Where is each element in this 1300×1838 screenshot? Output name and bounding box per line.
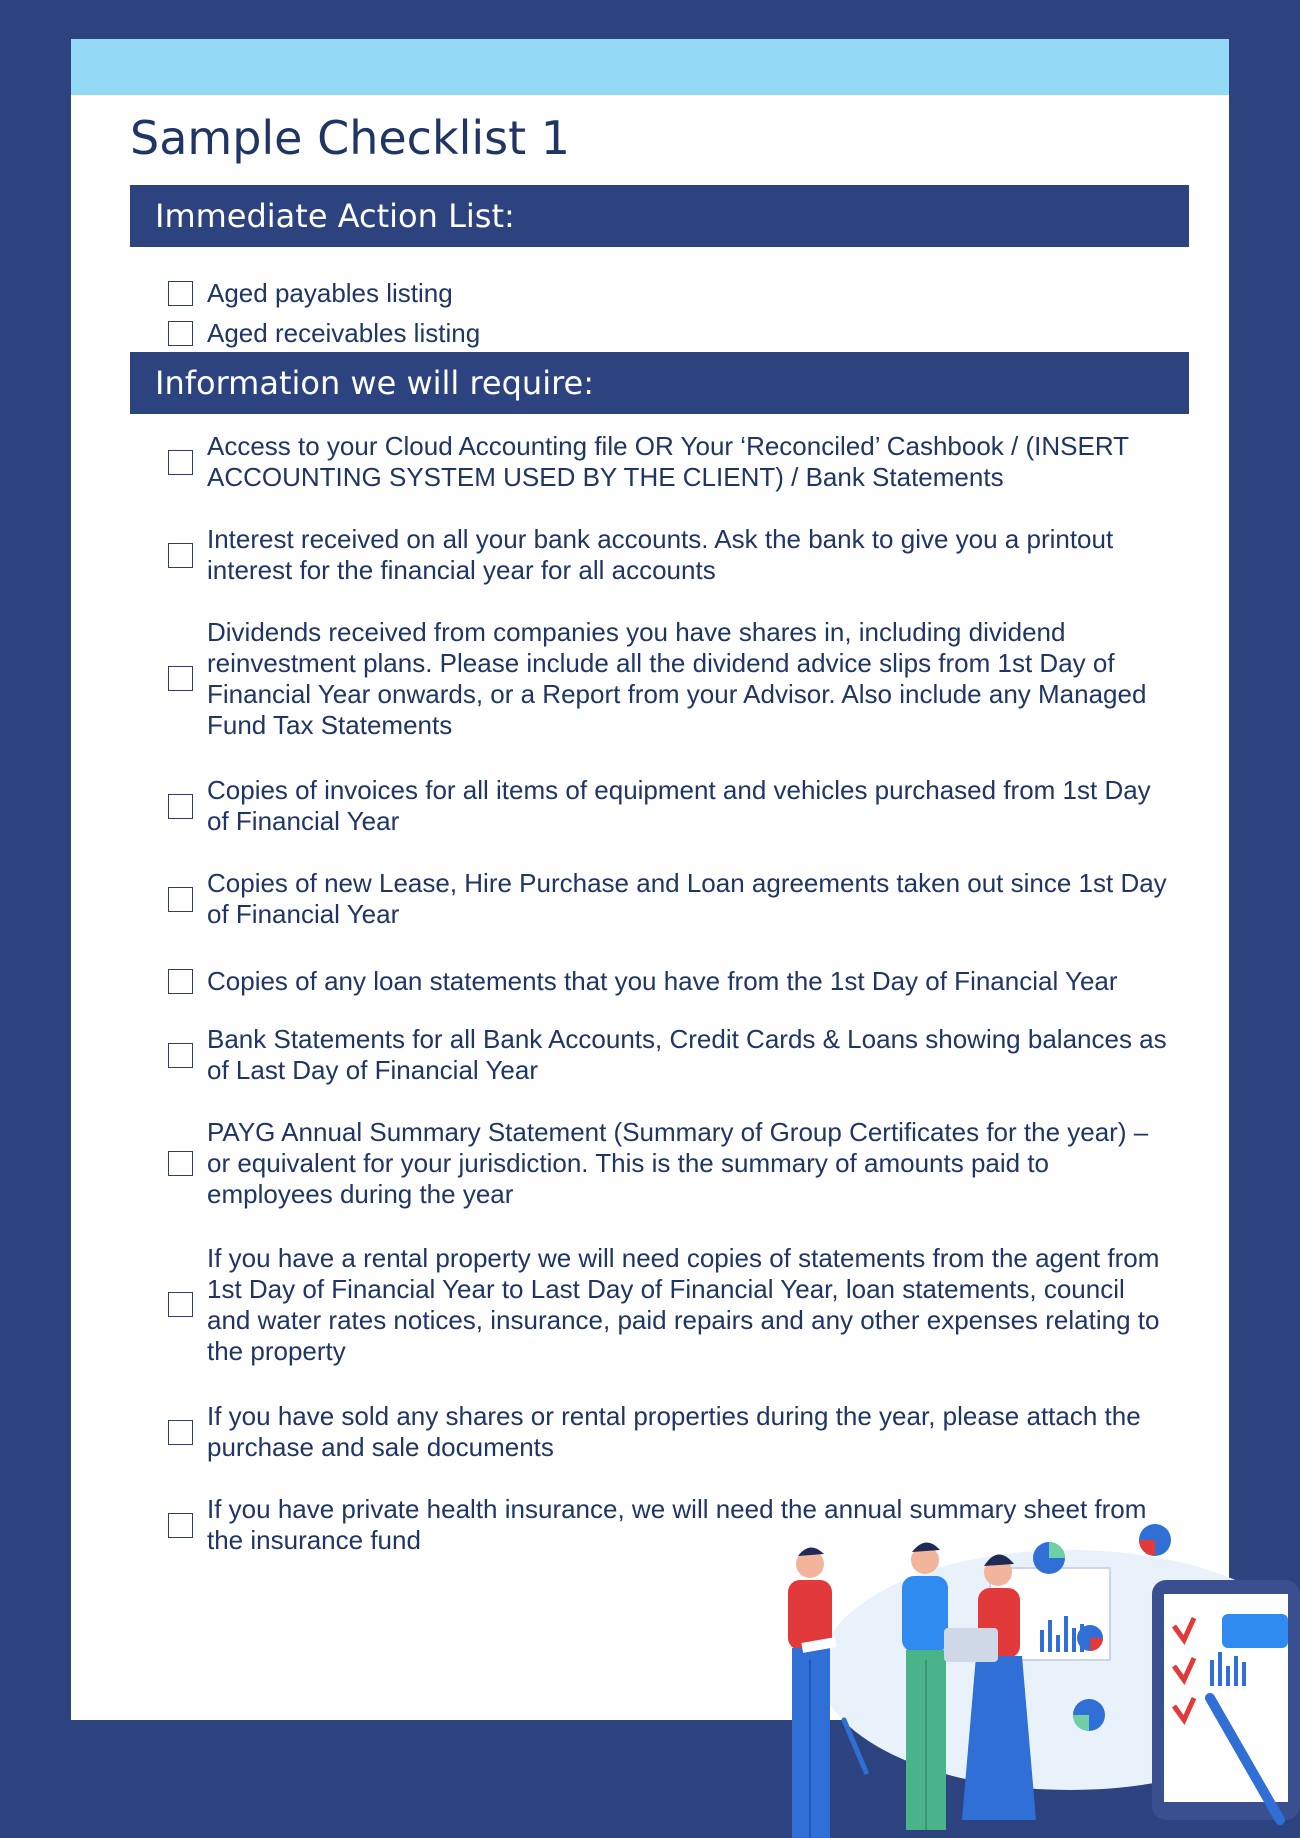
checklist-item — [168, 771, 1168, 841]
checklist-item — [168, 1113, 1168, 1213]
checklist-item-label: If you have private health insurance, we will need the annual summary sheet from the insurance fund — [207, 1494, 1147, 1555]
checklist-item-label: If you have sold any shares or rental properties during the year, please attach the purchase and sale documents — [207, 1401, 1141, 1462]
page-title: Sample Checklist 1 — [130, 111, 571, 165]
checklist-item — [168, 427, 1168, 497]
checklist-item-label: Bank Statements for all Bank Accounts, Credit Cards & Loans showing balances as of Last Day of Financial Year — [207, 1024, 1167, 1085]
top-accent-band — [71, 39, 1229, 95]
checklist-item — [168, 1239, 1168, 1370]
checklist-page — [71, 39, 1229, 1720]
pie-chart-icon — [1033, 1542, 1065, 1574]
checkbox[interactable] — [168, 666, 193, 691]
checkbox[interactable] — [168, 321, 193, 346]
checklist-item — [168, 864, 1168, 934]
checklist-item-label: Aged receivables listing — [207, 317, 481, 348]
pie-chart-icon — [1073, 1699, 1105, 1731]
checklist-item-label: Access to your Cloud Accounting file OR Your ‘Reconciled’ Cashbook / (INSERT ACCOUNTING SYSTEM USED BY THE CLIENT) / Bank Statements — [207, 431, 1129, 492]
chat-bubble — [1222, 1614, 1288, 1648]
section-heading-immediate-action: Immediate Action List: — [130, 185, 1189, 247]
checkbox[interactable] — [168, 1043, 193, 1068]
checklist-item-label: Aged payables listing — [207, 277, 453, 308]
checkbox[interactable] — [168, 1420, 193, 1445]
laptop-icon — [944, 1628, 998, 1662]
checkbox[interactable] — [168, 794, 193, 819]
checkbox[interactable] — [168, 450, 193, 475]
checkbox[interactable] — [168, 1513, 193, 1538]
checklist-item-label: Interest received on all your bank accounts. Ask the bank to give you a printout interest for the financial year for all accounts — [207, 524, 1114, 585]
person-figure — [788, 1547, 837, 1838]
checklist-item-label: If you have a rental property we will need copies of statements from the agent from 1st Day of Financial Year to Last Day of Financial Year, loan statements, council and water rates notices, insurance, paid repairs and any other expenses relating to the property — [207, 1242, 1160, 1366]
checklist-item — [168, 1020, 1168, 1090]
team-analytics-illustration — [740, 1520, 1300, 1838]
checklist-item-label: PAYG Annual Summary Statement (Summary of Group Certificates for the year) – or equivalent for your jurisdiction. This is the summary of amounts paid to employees during the year — [207, 1116, 1149, 1209]
pie-chart-icon — [1077, 1625, 1103, 1651]
checklist-item — [168, 313, 1168, 353]
checkbox[interactable] — [168, 281, 193, 306]
checkbox[interactable] — [168, 1292, 193, 1317]
checkbox[interactable] — [168, 1151, 193, 1176]
checkbox[interactable] — [168, 543, 193, 568]
checkbox[interactable] — [168, 969, 193, 994]
checklist-item — [168, 961, 1168, 1001]
checklist-item — [168, 273, 1168, 313]
checklist-item — [168, 520, 1168, 590]
pie-chart-icon — [1139, 1524, 1171, 1556]
checklist-item-label: Copies of invoices for all items of equipment and vehicles purchased from 1st Day of Financial Year — [207, 775, 1151, 836]
checklist-item-label: Copies of new Lease, Hire Purchase and Loan agreements taken out since 1st Day of Financial Year — [207, 868, 1167, 929]
checklist-item — [168, 613, 1168, 744]
checklist-item — [168, 1397, 1168, 1467]
checkbox[interactable] — [168, 887, 193, 912]
checklist-item-label: Copies of any loan statements that you have from the 1st Day of Financial Year — [207, 965, 1118, 996]
person-figure — [902, 1542, 948, 1830]
section-heading-information-required: Information we will require: — [130, 352, 1189, 414]
checklist-item-label: Dividends received from companies you have shares in, including dividend reinvestment plans. Please include all the dividend advice slips from 1st Day of Financial Year onwards, or a Report from your Advisor. Also include any Managed Fund Tax Statements — [207, 616, 1147, 740]
